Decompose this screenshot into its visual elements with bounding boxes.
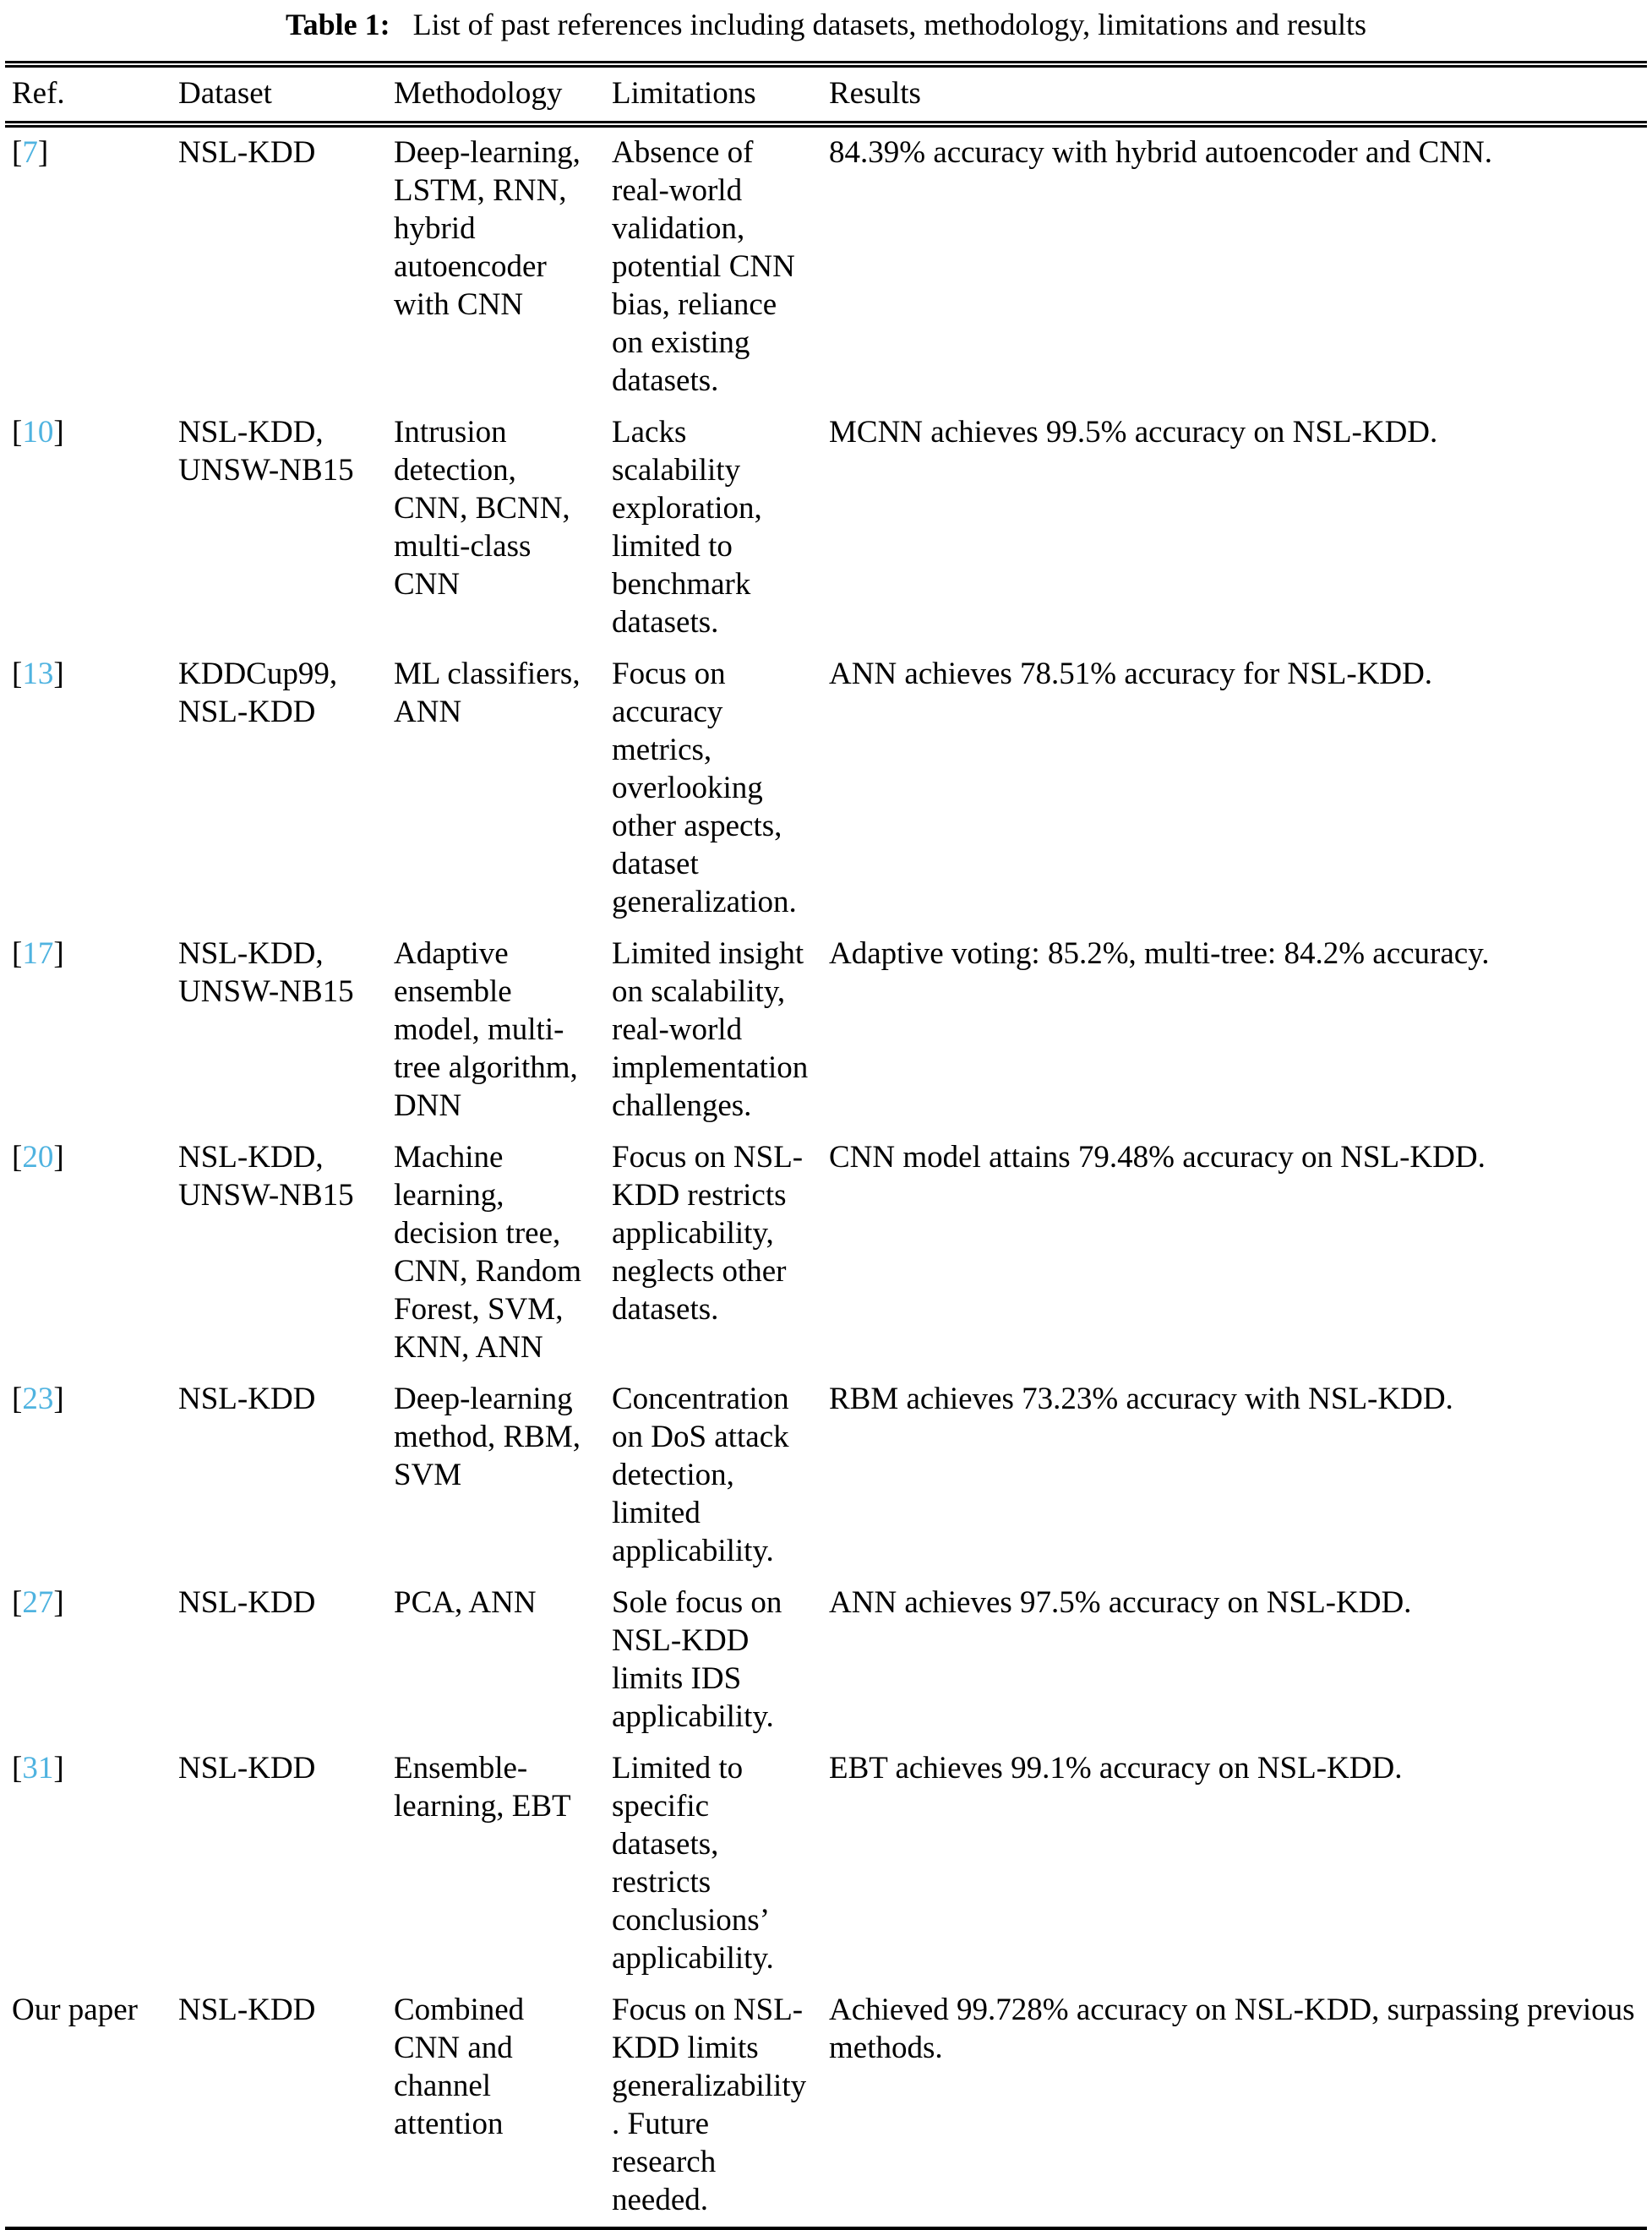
citation-link[interactable]: 20 bbox=[22, 1140, 54, 1175]
cell-reference bbox=[5, 1374, 172, 1578]
citation-bracket-close: ] bbox=[53, 936, 64, 971]
citation-link[interactable]: 31 bbox=[22, 1751, 54, 1786]
table-top-rule bbox=[5, 61, 1647, 68]
table-row bbox=[5, 1985, 1647, 2227]
citation-link[interactable]: 7 bbox=[22, 135, 38, 170]
citation-bracket-open: [ bbox=[12, 135, 23, 170]
cell-reference bbox=[5, 128, 172, 407]
cell-dataset: KDDCup99, NSL-KDD bbox=[178, 657, 338, 729]
header-row bbox=[5, 68, 1647, 121]
cell-dataset: NSL-KDD bbox=[178, 1993, 316, 2027]
cell-methodology: Intrusion detection, CNN, BCNN, multi-class CNN bbox=[394, 415, 570, 602]
table-caption bbox=[0, 0, 1652, 44]
column-header-limitations: Limitations bbox=[612, 76, 756, 111]
cell-limitations: Focus on accuracy metrics, overlooking other aspects, dataset generalization. bbox=[612, 657, 797, 919]
cell-limitations: Limited insight on scalability, real-world implementation challenges. bbox=[612, 936, 809, 1123]
cell-dataset: NSL-KDD bbox=[178, 1585, 316, 1620]
citation-link[interactable]: 17 bbox=[22, 936, 54, 971]
citation-link[interactable]: 27 bbox=[22, 1585, 54, 1620]
table-row bbox=[5, 1374, 1647, 1578]
citation-link[interactable]: 10 bbox=[22, 415, 54, 450]
cell-dataset: NSL-KDD bbox=[178, 1382, 316, 1416]
cell-dataset: NSL-KDD, UNSW-NB15 bbox=[178, 936, 354, 1009]
cell-results: CNN model attains 79.48% accuracy on NSL-KDD. bbox=[829, 1140, 1486, 1175]
cell-methodology: Ensemble-learning, EBT bbox=[394, 1751, 571, 1824]
citation-bracket-close: ] bbox=[53, 1140, 64, 1175]
cell-methodology: Combined CNN and channel attention bbox=[394, 1993, 525, 2141]
citation-bracket-close: ] bbox=[53, 657, 64, 691]
table-header-rule bbox=[5, 121, 1647, 128]
citation-bracket-close: ] bbox=[53, 1585, 64, 1620]
citation-link[interactable]: 13 bbox=[22, 657, 54, 691]
cell-limitations: Lacks scalability exploration, limited to benchmark datasets. bbox=[612, 415, 762, 640]
cell-reference bbox=[5, 649, 172, 929]
cell-reference bbox=[5, 1578, 172, 1743]
citation-bracket-open: [ bbox=[12, 1382, 23, 1416]
cell-results: ANN achieves 97.5% accuracy on NSL-KDD. bbox=[829, 1585, 1412, 1620]
column-header-ref: Ref. bbox=[12, 76, 65, 111]
cell-dataset: NSL-KDD, UNSW-NB15 bbox=[178, 1140, 354, 1213]
cell-limitations: Focus on NSL-KDD limits generalizability. Future research needed. bbox=[612, 1993, 807, 2217]
cell-results: RBM achieves 73.23% accuracy with NSL-KDD. bbox=[829, 1382, 1453, 1416]
cell-limitations: Focus on NSL-KDD restricts applicability, neglects other datasets. bbox=[612, 1140, 804, 1327]
table-bottom-rule bbox=[5, 2227, 1647, 2230]
references-table bbox=[5, 68, 1647, 121]
cell-methodology: Deep-learning method, RBM, SVM bbox=[394, 1382, 581, 1492]
cell-reference bbox=[5, 407, 172, 649]
table-row bbox=[5, 1578, 1647, 1743]
cell-methodology: Deep-learning, LSTM, RNN, hybrid autoencoder with CNN bbox=[394, 135, 581, 322]
cell-results: MCNN achieves 99.5% accuracy on NSL-KDD. bbox=[829, 415, 1438, 450]
citation-bracket-close: ] bbox=[37, 135, 49, 170]
cell-results: Adaptive voting: 85.2%, multi-tree: 84.2% accuracy. bbox=[829, 936, 1490, 971]
cell-results: Achieved 99.728% accuracy on NSL-KDD, surpassing previous methods. bbox=[829, 1993, 1635, 2065]
table-header bbox=[5, 68, 1647, 121]
cell-results: ANN achieves 78.51% accuracy for NSL-KDD. bbox=[829, 657, 1433, 691]
cell-limitations: Concentration on DoS attack detection, limited applicability. bbox=[612, 1382, 789, 1568]
table-row bbox=[5, 128, 1647, 407]
citation-bracket-open: [ bbox=[12, 1140, 23, 1175]
table-row bbox=[5, 1132, 1647, 1374]
cell-limitations: Sole focus on NSL-KDD limits IDS applicability. bbox=[612, 1585, 782, 1734]
column-header-methodology: Methodology bbox=[394, 76, 563, 111]
citation-bracket-open: [ bbox=[12, 415, 23, 450]
table-row bbox=[5, 929, 1647, 1132]
citation-bracket-open: [ bbox=[12, 936, 23, 971]
cell-results: 84.39% accuracy with hybrid autoencoder and CNN. bbox=[829, 135, 1492, 170]
cell-dataset: NSL-KDD bbox=[178, 1751, 316, 1786]
citation-bracket-open: [ bbox=[12, 1585, 23, 1620]
cell-results: EBT achieves 99.1% accuracy on NSL-KDD. bbox=[829, 1751, 1403, 1786]
cell-methodology: PCA, ANN bbox=[394, 1585, 537, 1620]
cell-dataset: NSL-KDD bbox=[178, 135, 316, 170]
table-row bbox=[5, 407, 1647, 649]
cell-methodology: Adaptive ensemble model, multi-tree algorithm, DNN bbox=[394, 936, 578, 1123]
cell-methodology: ML classifiers, ANN bbox=[394, 657, 581, 729]
cell-reference bbox=[5, 929, 172, 1132]
table-body bbox=[5, 128, 1647, 2227]
cell-limitations: Limited to specific datasets, restricts conclusions’ applicability. bbox=[612, 1751, 774, 1976]
cell-reference bbox=[5, 1132, 172, 1374]
cell-limitations: Absence of real-world validation, potential CNN bias, reliance on existing datasets. bbox=[612, 135, 795, 398]
citation-bracket-open: [ bbox=[12, 1751, 23, 1786]
citation-bracket-open: [ bbox=[12, 657, 23, 691]
caption-label: Table 1: bbox=[285, 8, 390, 41]
table-row bbox=[5, 649, 1647, 929]
column-header-results: Results bbox=[829, 76, 921, 111]
citation-link[interactable]: 23 bbox=[22, 1382, 54, 1416]
citation-bracket-close: ] bbox=[53, 1751, 64, 1786]
references-table-body bbox=[5, 128, 1647, 2227]
cell-reference: Our paper bbox=[12, 1993, 138, 2027]
cell-methodology: Machine learning, decision tree, CNN, Random Forest, SVM, KNN, ANN bbox=[394, 1140, 581, 1365]
citation-bracket-close: ] bbox=[53, 415, 64, 450]
cell-dataset: NSL-KDD, UNSW-NB15 bbox=[178, 415, 354, 488]
table-row bbox=[5, 1743, 1647, 1985]
caption-text: List of past references including datasets, methodology, limitations and results bbox=[412, 8, 1367, 41]
column-header-dataset: Dataset bbox=[178, 76, 272, 111]
citation-bracket-close: ] bbox=[53, 1382, 64, 1416]
cell-reference bbox=[5, 1743, 172, 1985]
